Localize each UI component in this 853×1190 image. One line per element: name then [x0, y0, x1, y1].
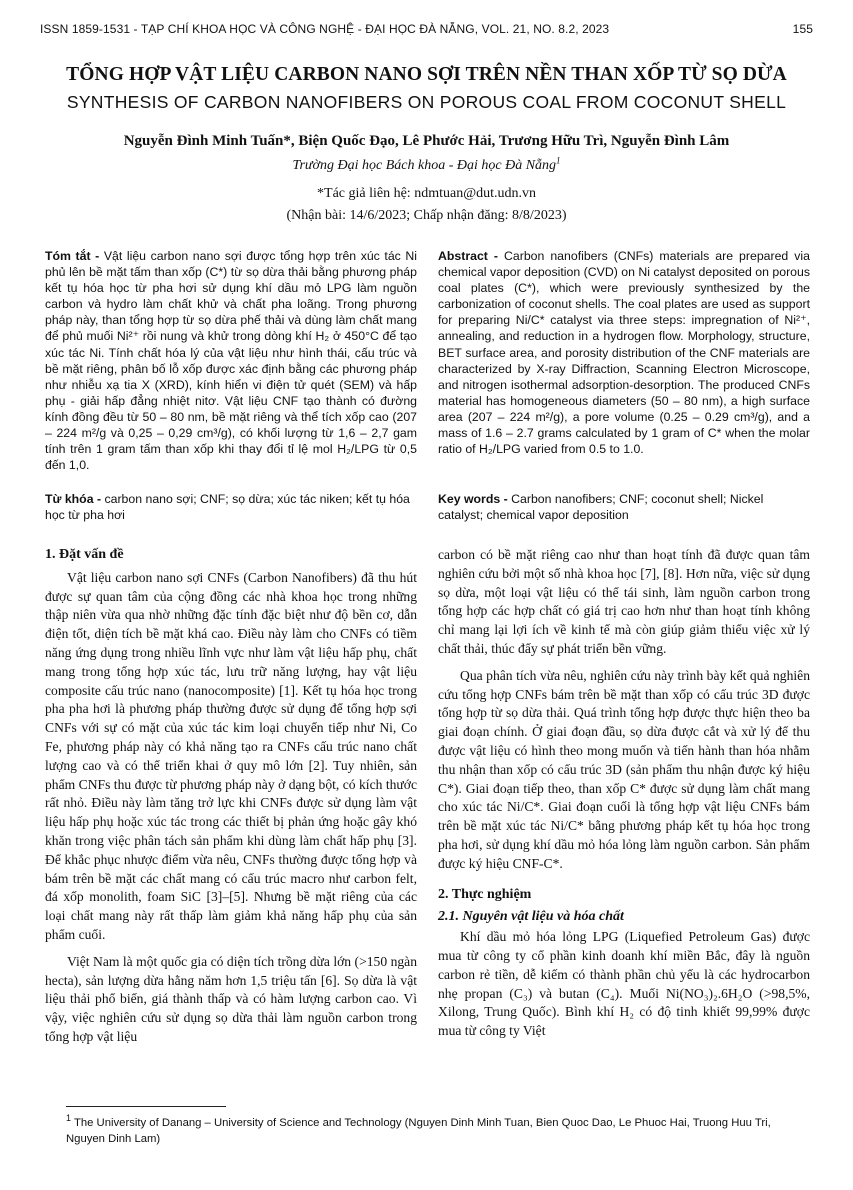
keywords-english	[438, 491, 810, 523]
affiliation-mark: 1	[556, 155, 561, 166]
keywords-en-label: Key words -	[438, 492, 508, 506]
section-1-heading: 1. Đặt vấn đề	[45, 547, 124, 562]
section-1-paragraph-2: Việt Nam là một quốc gia có diện tích trồng dừa lớn (>150 ngàn hecta), sản lượng dừa hằng năm hơn 1,5 triệu tấn [6]. Sọ dừa là vật liệu thải phổ biến, giá thành thấp và có hàm lượng carbon cao. Vì vậy, việc nghiên cứu sử dụng sọ dừa thải làm nguồn carbon trong tổng hợp vật liệu	[45, 953, 417, 1044]
affiliation	[20, 155, 833, 174]
body-column-left	[45, 546, 417, 1047]
corresponding-author: *Tác giả liên hệ: ndmtuan@dut.udn.vn	[317, 186, 536, 201]
abstract-en-label: Abstract -	[438, 249, 498, 263]
abstract-vietnamese	[45, 248, 417, 473]
footnote-text: The University of Danang – University of Science and Technology (Nguyen Dinh Minh Tuan, Bien Quoc Dao, Le Phuoc Hai, Truong Huu Tri, Nguyen Dinh Lam)	[66, 1117, 771, 1145]
section-1-paragraph-3: carbon có bề mặt riêng cao như than hoạt tính đã được quan tâm nghiên cứu bởi một số nhà khoa học [7], [8]. Hơn nữa, việc sử dụng sọ dừa, một loại vật liệu có thể tái sinh, làm nguồn carbon trong tổng hợp các hợp chất có giá trị cao hơn như than hoạt tính không chỉ mang lại lợi ích về kinh tế mà còn giúp giảm thiểu việc xử lý chất thải, thúc đẩy sự phát triển bền vững.	[438, 547, 810, 656]
keywords-vietnamese	[45, 491, 417, 523]
section-1-paragraph-1: Vật liệu carbon nano sợi CNFs (Carbon Nanofibers) đã thu hút được sự quan tâm của cộng đồng các nhà khoa học trong những thập niên vừa qua nhờ những đặc tính đặc biệt như độ bền cơ, dẫn điện tốt, diện tích bề mặt khá cao. Điều này làm cho CNFs có tiềm năng ứng dụng trong nhiều lĩnh vực như làm vật liệu hấp phụ, chất mang trong tổng hợp xúc tác, lưu trữ năng lượng, hay vật liệu composite cấu trúc nano (nanocomposite) [1]. Kết tụ hóa học trong pha pha hơi là phương pháp thường được sử dụng để tổng hợp sợi CNFs với sự có mặt của xúc tác kim loại chuyển tiếp như Ni, Co Fe, phương pháp này có khả năng tạo ra CNFs cấu trúc nano chất lượng cao và có thể triển khai ở quy mô lớn [2]. Tuy nhiên, sản phẩm CNFs thu được từ phương pháp này ở dạng bột, có kích thước rất nhỏ. Điều này làm tăng trở lực khi CNFs được sử dụng làm vật liệu hấp phụ hoặc xúc tác trong các thiết bị phản ứng hoặc gây khó khăn trong việc phân tách sản phẩm khi dùng làm chất hấp phụ [3]. Để khắc phục nhược điểm vừa nêu, CNFs thường được tổng hợp và bám trên bề mặt các chất mang có cấu trúc macro như carbon felt, đá xốp monolith, foam SiC [3]–[5]. Nhưng bề mặt riêng của các loại chất mang này rất thấp làm giảm khả năng hấp phụ của sản phẩm cuối.	[45, 569, 417, 942]
running-header	[40, 22, 813, 40]
affiliation-name: Trường Đại học Bách khoa - Đại học Đà Nẵng	[292, 158, 557, 173]
section-2-1-heading: 2.1. Nguyên vật liệu và hóa chất	[438, 909, 624, 925]
keywords-vn-label: Từ khóa -	[45, 492, 102, 506]
footnote-mark: 1	[66, 1113, 72, 1124]
section-2-heading: 2. Thực nghiệm	[438, 886, 532, 902]
page-number: 155	[792, 22, 813, 36]
author-list: Nguyễn Đình Minh Tuấn*, Biện Quốc Đạo, Lê Phước Hải, Trương Hữu Trì, Nguyễn Đình Lâm	[123, 133, 730, 149]
keywords-vn-text: carbon nano sợi; CNF; sọ dừa; xúc tác niken; kết tụ hóa học từ pha hơi	[45, 492, 410, 522]
submission-dates: (Nhận bài: 14/6/2023; Chấp nhận đăng: 8/8/2023)	[286, 208, 567, 223]
abstract-vn-label: Tóm tắt -	[45, 249, 100, 263]
keywords-en-text: Carbon nanofibers; CNF; coconut shell; Nickel catalyst; chemical vapor deposition	[438, 492, 764, 522]
section-1-paragraph-4: Qua phân tích vừa nêu, nghiên cứu này trình bày kết quả nghiên cứu tổng hợp CNFs bám trên bề mặt than xốp có cấu trúc 3D được tổng hợp từ sọ dừa thải. Quá trình tổng hợp được thực hiện theo ba giai đoạn chính. Ở giai đoạn đầu, sọ dừa được cắt và xử lý để thu được vật liệu có hình theo mong muốn và tiến hành than hóa nhằm thu nhận than xốp có cấu trúc 3D (sản phẩm thu nhận được ký hiệu C*). Giai đoạn tiếp theo, than xốp C* được sử dụng làm chất mang cho xúc tác Ni/C*. Giai đoạn cuối là tổng hợp vật liệu CNFs bám trên bề mặt xúc tác Ni/C* bằng phương pháp kết tụ hóa học trong pha hơi, sử dụng khí dầu mỏ hóa lỏng làm nguồn carbon. Sản phẩm được ký hiệu CNF-C*.	[438, 667, 810, 871]
journal-info: ISSN 1859-1531 - TẠP CHÍ KHOA HỌC VÀ CÔNG NGHỆ - ĐẠI HỌC ĐÀ NẴNG, VOL. 21, NO. 8.2, 2023	[40, 22, 610, 36]
abstract-english	[438, 248, 810, 457]
abstract-vn-text: Vật liệu carbon nano sợi được tổng hợp trên xúc tác Ni phủ lên bề mặt tấm than xốp (C*) từ sọ dừa thải bằng phương pháp kết tụ hóa học từ pha hơi sử dụng khí dầu mỏ LPG làm nguồn carbon và hydro làm chất khử và chất pha loãng. Trong phương pháp này, than tổng hợp từ sọ dừa phế thải và dùng làm chất mang để phủ muối Ni²⁺ rồi nung và khử trong dòng khí H₂ ở 450°C để tạo xúc tác Ni. Tính chất hóa lý của vật liệu như hình thái, cấu trúc và bề mặt riêng, phân bố lỗ xốp được xác định bằng các phương pháp như nhiễu xạ tia X (XRD), kính hiển vi điện tử quét (SEM) và hấp phụ - giải hấp đẳng nhiệt nitơ. Vật liệu CNF tạo thành có đường kính đồng đều từ 50 – 80 nm, bề mặt riêng và thể tích xốp cao (207 – 224 m²/g và 0,25 – 0,29 cm³/g), có khối lượng từ 1,6 – 2,7 gam tính trên 1 gram tấm than xốp khi thay đổi tỉ lệ mol H₂/LPG từ 0,5 đến 1,0.	[45, 249, 418, 473]
title-vietnamese: TỔNG HỢP VẬT LIỆU CARBON NANO SỢI TRÊN NỀN THAN XỐP TỪ SỌ DỪA	[66, 64, 787, 85]
section-2-paragraph-1: Khí dầu mỏ hóa lỏng LPG (Liquefied Petroleum Gas) được mua từ công ty cổ phần kinh doanh khí miền Bắc, đây là nguồn carbon rẻ tiền, dễ kiếm có thành phần chủ yếu là các hydrocarbon nhẹ propan (C₃) và butan (C₄). Muối Ni(NO₃)₂.6H₂O (>98,5%, Xilong, Trung Quốc). Bình khí H₂ có độ tinh khiết 99,99% được mua từ công ty Việt	[438, 929, 810, 1039]
title-english: SYNTHESIS OF CARBON NANOFIBERS ON POROUS COAL FROM COCONUT SHELL	[66, 92, 787, 112]
footnote-divider	[66, 1106, 226, 1107]
footnote	[66, 1115, 810, 1147]
body-column-right	[438, 546, 810, 1041]
abstract-en-text: Carbon nanofibers (CNFs) materials are prepared via chemical vapor deposition (CVD) on Ni catalyst deposited on porous coal plates (C*), which were previously synthesized by the carbonization of coconut shells. The coal plates are used as support for preparing Ni/C* catalyst via three steps: impregnation of Ni²⁺, annealing, and reduction in a hydrogen flow. Morphology, structure, BET surface area, and porosity distribution of the CNF materials are characterized by X-ray Diffraction, Scanning Electron Microscope, and nitrogen isothermal adsorption-desorption. The produced CNFs material has homogeneous diameters (50 – 80 nm), a high surface area (207 – 224 m²/g), a pore volume (0.25 – 0.29 cm³/g), and a mass of 1.6 – 2.7 grams calculated by 1 gram of C* when the molar ratio of H₂/LPG varied from 0.5 to 1.0.	[438, 249, 810, 457]
